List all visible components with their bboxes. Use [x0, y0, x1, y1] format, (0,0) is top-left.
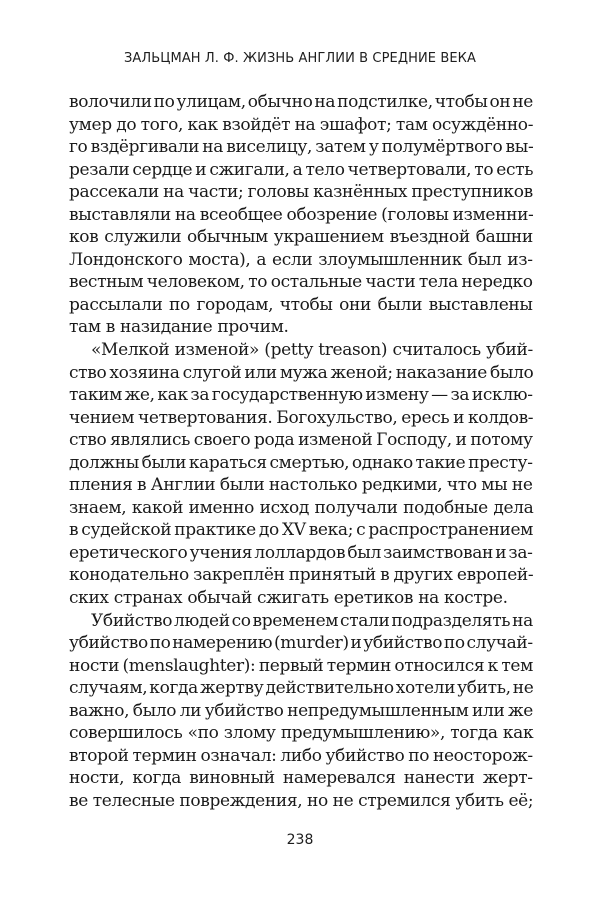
text-line: Лондонского моста), а если злоумышленник был из-: [69, 249, 533, 270]
text-line: убийство по намерению (murder) и убийство по случай-: [69, 633, 533, 654]
text-line: рассекали на части; головы казнённых преступников: [69, 182, 533, 203]
text-line: должны были караться смертью, однако такие престу-: [69, 452, 533, 473]
body-text: [69, 91, 533, 813]
paragraph-start-line: «Мелкой изменой» (petty treason) считалось убий-: [91, 340, 533, 361]
text-line: волочили по улицам, обычно на подстилке, чтобы он не: [69, 92, 534, 112]
page-number: 238: [286, 832, 314, 848]
text-line: ство являлись своего рода изменой Господу, и потому: [69, 430, 533, 451]
text-line: в судейской практике до XV века; с распространением: [69, 520, 534, 541]
text-line: важно, было ли убийство непредумышленным или же: [69, 700, 533, 721]
text-line: ских странах обычай сжигать еретиков на костре.: [69, 588, 508, 609]
text-line: совершилось «по злому предумышлению», тогда как: [69, 723, 534, 744]
text-line: вестным человеком, то остальные части тела нередко: [69, 272, 533, 293]
text-line: го вздёргивали на виселицу, затем у полумёртвого вы-: [69, 137, 534, 158]
text-line: ство хозяина слугой или мужа женой; наказание было: [69, 362, 534, 383]
text-line: ности, когда виновный намеревался нанести жерт-: [69, 768, 533, 789]
text-line: выставляли на всеобщее обозрение (головы изменни-: [69, 204, 534, 225]
text-line: резали сердце и сжигали, а тело четвертовали, то есть: [69, 159, 534, 180]
running-head: ЗАЛЬЦМАН Л. Ф. ЖИЗНЬ АНГЛИИ В СРЕДНИЕ ВЕКА: [123, 51, 476, 66]
text-line: чением четвертования. Богохульство, ересь и колдов-: [69, 407, 534, 428]
text-line: рассылали по городам, чтобы они были выставлены: [69, 294, 533, 315]
text-line: ве телесные повреждения, но не стремился убить её;: [69, 790, 534, 811]
paragraph-start-line: Убийство людей со временем стали подразделять на: [91, 610, 533, 631]
text-line: знаем, какой именно исход получали подобные дела: [69, 497, 534, 518]
text-line: второй термин означал: либо убийство по неосторож-: [69, 745, 533, 766]
text-line: конодательно закреплён принятый в других европей-: [69, 565, 534, 586]
text-line: ков служили обычным украшением въездной башни: [69, 227, 533, 248]
text-line: умер до того, как взойдёт на эшафот; там осуждённо-: [69, 114, 534, 135]
text-line: пления в Англии были настолько редкими, что мы не: [69, 475, 533, 496]
text-line: еретического учения лоллардов был заимствован и за-: [69, 542, 533, 563]
text-line: случаям, когда жертву действительно хотели убить, не: [69, 678, 534, 699]
text-line: таким же, как за государственную измену — за исклю-: [69, 385, 533, 406]
text-line: там в назидание прочим.: [69, 317, 289, 338]
text-line: ности (menslaughter): первый термин относился к тем: [69, 655, 533, 676]
